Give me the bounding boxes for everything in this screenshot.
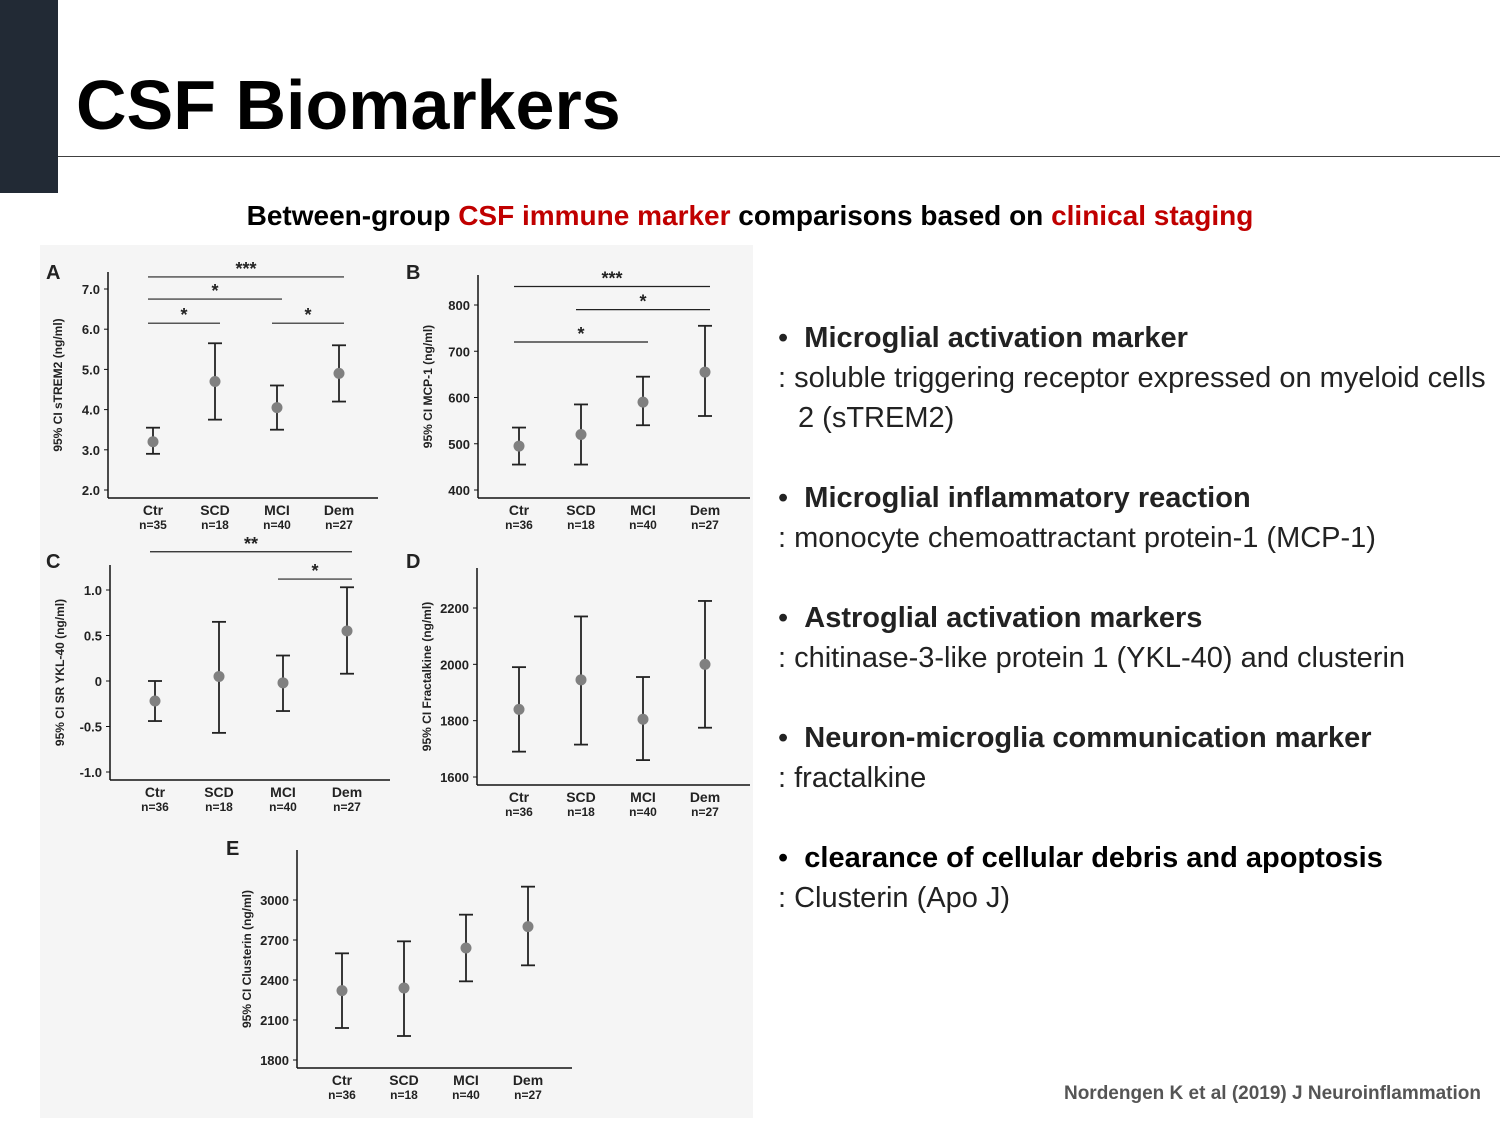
- x-category-label: SCD: [389, 1072, 419, 1088]
- y-tick-label: 3000: [260, 893, 289, 908]
- significance-label: ***: [235, 258, 257, 279]
- x-category-label: Dem: [689, 789, 721, 805]
- x-sample-size-label: n=18: [201, 518, 229, 532]
- y-tick-label: 3.0: [81, 442, 100, 458]
- bullet-dot-icon: •: [778, 722, 805, 754]
- y-tick-label: 500: [448, 436, 470, 452]
- x-category-label: MCI: [453, 1072, 479, 1088]
- bullet-heading-text: clearance of cellular debris and apoptosis: [804, 842, 1383, 874]
- mean-point: [150, 696, 161, 707]
- y-tick-label: 0.5: [83, 628, 102, 644]
- x-category-label: Ctr: [144, 784, 166, 800]
- y-tick-label: 2400: [260, 973, 289, 988]
- significance-label: *: [211, 281, 219, 302]
- y-tick-label: 0: [94, 674, 102, 689]
- significance-label: *: [311, 561, 319, 582]
- charts-figure: [40, 245, 753, 1118]
- x-sample-size-label: n=18: [567, 805, 595, 819]
- x-sample-size-label: n=36: [328, 1088, 356, 1102]
- mean-point: [514, 704, 525, 715]
- significance-label: **: [243, 533, 259, 554]
- bullet-heading: [778, 838, 1493, 878]
- y-tick-label: 7.0: [81, 282, 100, 297]
- x-sample-size-label: n=18: [205, 800, 233, 814]
- y-tick-label: 2100: [260, 1013, 289, 1028]
- x-category-label: Ctr: [142, 502, 164, 518]
- x-category-label: Ctr: [508, 789, 530, 805]
- y-axis-title: 95% CI SR YKL-40 (ng/ml): [53, 598, 67, 747]
- bullet-item: [778, 838, 1493, 918]
- slide-subtitle: [0, 200, 1500, 232]
- x-sample-size-label: n=40: [452, 1088, 480, 1102]
- x-category-label: Dem: [512, 1072, 544, 1088]
- subtitle-part: comparisons based on: [730, 200, 1052, 231]
- y-tick-label: 5.0: [81, 362, 100, 378]
- mean-point: [334, 368, 345, 379]
- mean-point: [148, 436, 159, 447]
- mean-point: [514, 441, 525, 452]
- slide-title: CSF Biomarkers: [76, 66, 621, 144]
- x-category-label: Dem: [689, 502, 721, 518]
- y-tick-label: 400: [448, 483, 470, 498]
- y-tick-label: 2000: [440, 657, 469, 673]
- x-sample-size-label: n=27: [514, 1088, 542, 1102]
- x-sample-size-label: n=35: [139, 518, 167, 532]
- citation: Nordengen K et al (2019) J Neuroinflammation: [1063, 1083, 1481, 1104]
- x-category-label: MCI: [630, 789, 656, 805]
- mean-point: [576, 674, 587, 685]
- bullet-dot-icon: •: [778, 322, 805, 354]
- x-category-label: MCI: [270, 784, 296, 800]
- y-tick-label: -1.0: [79, 765, 102, 780]
- panel-label: A: [46, 262, 61, 284]
- y-tick-label: 800: [448, 298, 470, 313]
- x-category-label: Ctr: [508, 502, 530, 518]
- y-tick-label: 1.0: [83, 583, 102, 598]
- bullet-item: [778, 478, 1493, 558]
- mean-point: [337, 985, 348, 996]
- x-category-label: SCD: [566, 789, 596, 805]
- panel-label: D: [406, 551, 421, 573]
- y-tick-label: 1800: [260, 1053, 289, 1068]
- x-category-label: MCI: [264, 502, 290, 518]
- bullet-heading-text: Astroglial activation markers: [804, 602, 1203, 634]
- mean-point: [576, 429, 587, 440]
- significance-label: *: [577, 324, 585, 344]
- subtitle-highlight: CSF immune marker: [458, 200, 731, 231]
- subtitle-highlight: clinical staging: [1051, 200, 1254, 231]
- x-sample-size-label: n=18: [390, 1088, 418, 1102]
- bullet-item: [778, 598, 1493, 678]
- bullet-heading-text: Microglial activation marker: [804, 322, 1188, 354]
- y-axis-title: 95% CI Fractalkine (ng/ml): [420, 601, 434, 752]
- x-category-label: MCI: [630, 502, 656, 518]
- bullet-heading: [778, 598, 1493, 638]
- bullet-item: [778, 318, 1493, 438]
- bullet-dot-icon: •: [778, 842, 805, 874]
- y-tick-label: 2200: [440, 601, 469, 616]
- y-tick-label: 700: [448, 344, 470, 360]
- y-tick-label: 6.0: [81, 322, 100, 338]
- x-sample-size-label: n=40: [629, 805, 657, 819]
- x-sample-size-label: n=40: [269, 800, 297, 814]
- mean-point: [700, 659, 711, 670]
- mean-point: [461, 943, 472, 954]
- bullet-description: : Clusterin (Apo J): [778, 882, 1011, 914]
- x-sample-size-label: n=18: [567, 518, 595, 532]
- mean-point: [272, 402, 283, 413]
- y-tick-label: 2700: [260, 933, 289, 948]
- subtitle-part: Between-group: [246, 200, 459, 231]
- y-tick-label: 2.0: [81, 483, 100, 498]
- bullet-list: [778, 318, 1493, 958]
- y-tick-label: 600: [448, 390, 470, 406]
- mean-point: [700, 367, 711, 378]
- x-sample-size-label: n=27: [691, 805, 719, 819]
- bullet-heading: [778, 478, 1493, 518]
- significance-label: *: [180, 305, 188, 326]
- x-sample-size-label: n=40: [263, 518, 291, 532]
- x-category-label: SCD: [566, 502, 596, 518]
- x-sample-size-label: n=36: [141, 800, 169, 814]
- mean-point: [523, 921, 534, 932]
- significance-label: *: [639, 291, 647, 312]
- bullet-description: : chitinase-3-like protein 1 (YKL-40) and clusterin: [778, 642, 1406, 674]
- y-tick-label: -0.5: [79, 719, 102, 735]
- bullet-heading-text: Neuron-microglia communication marker: [804, 722, 1372, 754]
- x-sample-size-label: n=27: [325, 518, 353, 532]
- bullet-heading-text: Microglial inflammatory reaction: [804, 482, 1251, 514]
- mean-point: [214, 671, 225, 682]
- y-axis-title: 95% CI sTREM2 (ng/ml): [51, 318, 65, 452]
- y-axis-title: 95% CI MCP-1 (ng/ml): [421, 324, 435, 449]
- mean-point: [638, 397, 649, 408]
- bullet-dot-icon: •: [778, 602, 805, 634]
- x-category-label: SCD: [200, 502, 230, 518]
- bullet-heading: [778, 718, 1493, 758]
- mean-point: [638, 714, 649, 725]
- x-sample-size-label: n=27: [691, 518, 719, 532]
- x-category-label: Ctr: [331, 1072, 353, 1088]
- figure-panel: [40, 245, 753, 1118]
- panel-label: B: [406, 262, 421, 284]
- panel-label: C: [46, 551, 61, 573]
- x-category-label: SCD: [204, 784, 234, 800]
- side-accent-bar: [0, 0, 58, 193]
- x-sample-size-label: n=40: [629, 518, 657, 532]
- bullet-description: : soluble triggering receptor expressed on myeloid cells 2 (sTREM2): [778, 362, 1486, 434]
- bullet-item: [778, 718, 1493, 798]
- bullet-dot-icon: •: [778, 482, 805, 514]
- significance-label: *: [304, 305, 312, 326]
- bullet-description: : fractalkine: [778, 762, 927, 794]
- y-tick-label: 1800: [440, 713, 469, 729]
- y-axis-title: 95% CI Clusterin (ng/ml): [240, 889, 254, 1029]
- x-sample-size-label: n=36: [505, 805, 533, 819]
- title-underline: [58, 156, 1500, 157]
- x-category-label: Dem: [323, 502, 355, 518]
- y-tick-label: 1600: [440, 770, 469, 785]
- mean-point: [342, 625, 353, 636]
- mean-point: [278, 677, 289, 688]
- bullet-description: : monocyte chemoattractant protein-1 (MCP-1): [778, 522, 1376, 554]
- significance-label: ***: [601, 268, 623, 289]
- mean-point: [210, 376, 221, 387]
- bullet-heading: [778, 318, 1493, 358]
- panel-label: E: [226, 838, 240, 860]
- mean-point: [399, 983, 410, 994]
- x-sample-size-label: n=27: [333, 800, 361, 814]
- x-category-label: Dem: [331, 784, 363, 800]
- y-tick-label: 4.0: [81, 402, 100, 418]
- x-sample-size-label: n=36: [505, 518, 533, 532]
